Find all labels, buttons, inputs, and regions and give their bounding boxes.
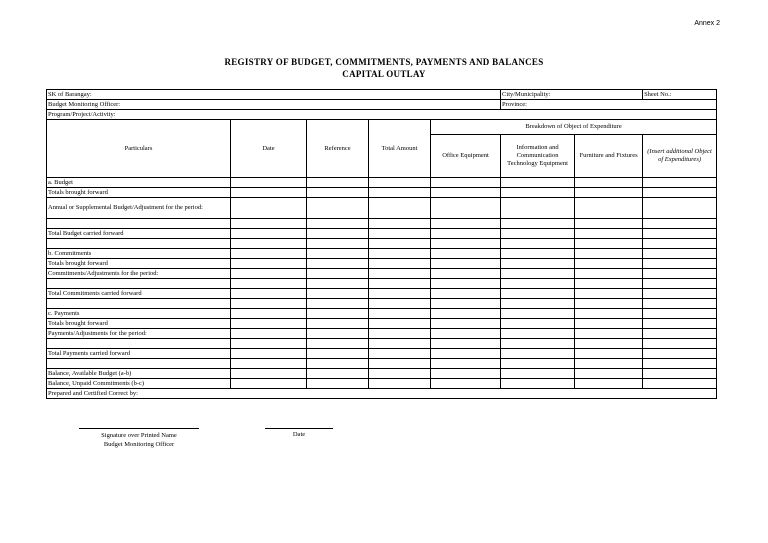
col-office-equipment: Office Equipment [431, 135, 501, 178]
table-row [47, 359, 717, 369]
date-caption: Date [292, 431, 306, 438]
col-breakdown: Breakdown of Object of Expenditure [431, 120, 717, 135]
city-field[interactable]: City/Municipality: [501, 90, 643, 100]
prepared-label: Prepared and Certified Correct by: [48, 390, 138, 397]
col-ict-equipment: Information and Communication Technology Equipment [501, 135, 575, 178]
signature-block [47, 389, 717, 448]
date-line[interactable] [265, 428, 333, 429]
table-row [47, 309, 717, 319]
col-furniture: Furniture and Fixtures [575, 135, 643, 178]
row-label: a. Budget [47, 178, 231, 188]
table-row [47, 188, 717, 198]
col-total-amount: Total Amount [369, 120, 431, 178]
table-row [47, 219, 717, 229]
title-line-2: CAPITAL OUTLAY [342, 69, 426, 79]
annex-label: Annex 2 [694, 20, 720, 27]
row-label: Totals brought forward [47, 188, 231, 198]
table-row [47, 178, 717, 188]
row-label: Total Budget carried forward [47, 229, 231, 239]
table-row [47, 249, 717, 259]
table-row [47, 229, 717, 239]
program-field[interactable]: Program/Project/Activity: [47, 110, 717, 120]
table-row [47, 319, 717, 329]
col-date: Date [231, 120, 307, 178]
table-row [47, 198, 717, 219]
table-row [47, 269, 717, 279]
province-field[interactable]: Province: [501, 100, 717, 110]
sk-barangay-field[interactable]: SK of Barangay: [47, 90, 501, 100]
table-row [47, 299, 717, 309]
table-row [47, 369, 717, 379]
row-label: Payments/Adjustments for the period: [47, 329, 231, 339]
signature-line[interactable] [79, 428, 199, 429]
signature-caption-line-1: Signature over Printed Name [101, 432, 177, 439]
table-row [47, 279, 717, 289]
row-label: Total Payments carried forward [47, 349, 231, 359]
col-reference: Reference [307, 120, 369, 178]
row-label: Balance, Unpaid Commitments (b-c) [47, 379, 231, 389]
signature-caption [79, 431, 199, 449]
table-row [47, 329, 717, 339]
table-row [47, 379, 717, 389]
table-row [47, 349, 717, 359]
table-row [47, 259, 717, 269]
sheet-no-field[interactable]: Sheet No.: [643, 90, 717, 100]
row-label: Commitments/Adjustments for the period: [47, 269, 231, 279]
row-label: Totals brought forward [47, 259, 231, 269]
row-label: c. Payments [47, 309, 231, 319]
row-label: b. Commitments [47, 249, 231, 259]
table-row [47, 339, 717, 349]
document-title [0, 56, 768, 80]
row-label: Total Commitments carried forward [47, 289, 231, 299]
table-row [47, 239, 717, 249]
registry-table [46, 89, 717, 448]
row-label: Balance, Available Budget (a-b) [47, 369, 231, 379]
col-insert-additional: (Insert additional Object of Expenditures) [643, 135, 717, 178]
signature-caption-line-2: Budget Monitoring Officer [103, 441, 175, 448]
col-particulars: Particulars [47, 120, 231, 178]
title-line-1: REGISTRY OF BUDGET, COMMITMENTS, PAYMENTS AND BALANCES [224, 57, 544, 67]
row-label: Annual or Supplemental Budget/Adjustment for the period: [47, 198, 231, 219]
row-label: Totals brought forward [47, 319, 231, 329]
table-row [47, 289, 717, 299]
budget-officer-field[interactable]: Budget Monitoring Officer: [47, 100, 501, 110]
